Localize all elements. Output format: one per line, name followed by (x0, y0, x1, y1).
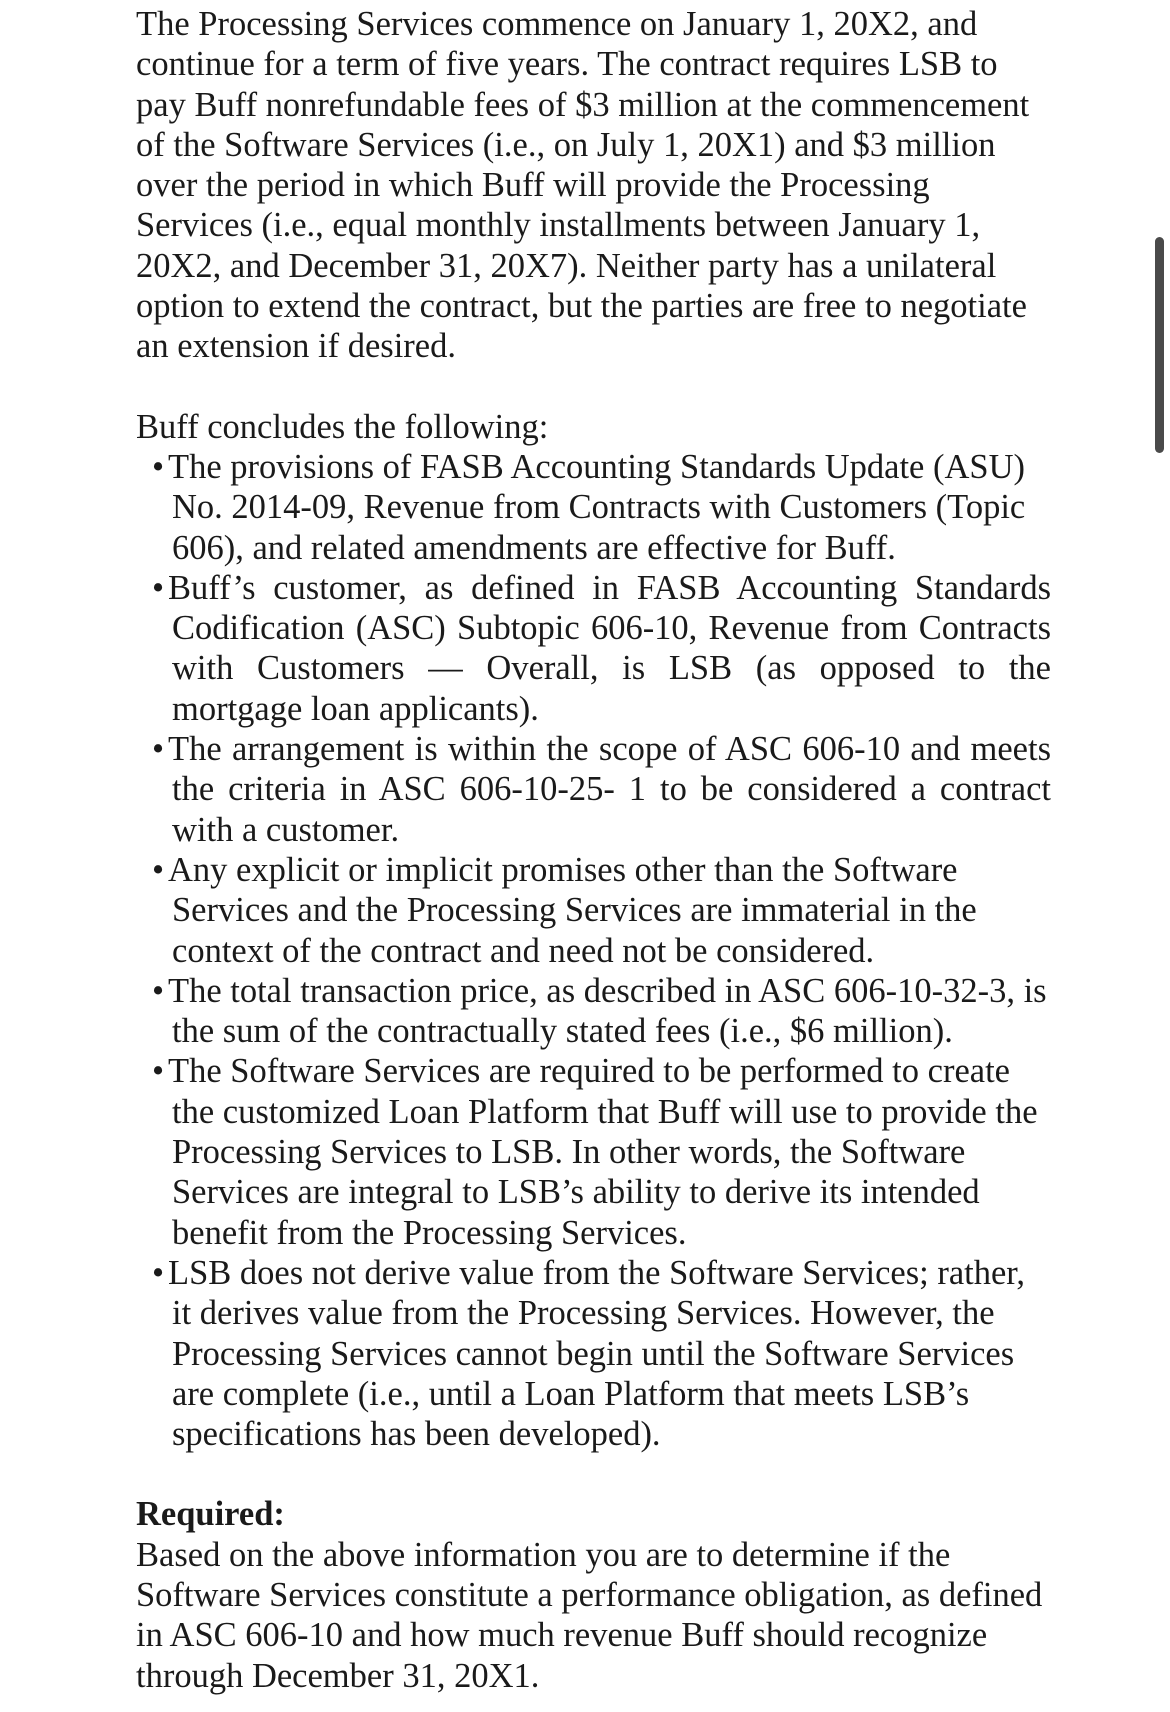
paragraph-spacer (136, 367, 1051, 407)
bullet-icon: • (152, 568, 165, 607)
list-item-text: LSB does not derive value from the Software Services; rather, it derives value from the Processing Services. However, the Processing Services cannot begin until the Software Services are complete (i.e., until a Loan Platform that meets LSB’s specifications has been developed). (168, 1253, 1026, 1454)
list-item (136, 1253, 1051, 1454)
bullet-icon: • (152, 447, 165, 486)
list-item (136, 850, 1051, 971)
list-item (136, 729, 1051, 850)
list-item-text: The provisions of FASB Accounting Standards Update (ASU) No. 2014-09, Revenue from Contracts with Customers (Topic 606), and related amendments are effective for Buff. (168, 447, 1026, 567)
conclusions-list (136, 447, 1051, 1454)
document-content (136, 4, 1051, 1696)
list-item (136, 971, 1051, 1052)
list-item-text: Any explicit or implicit promises other than the Software Services and the Processing Services are immaterial in the context of the contract and need not be considered. (168, 850, 977, 970)
list-item (136, 1051, 1051, 1252)
list-item (136, 568, 1051, 729)
list-item-text: The arrangement is within the scope of ASC 606-10 and meets the criteria in ASC 606-10-25- 1 to be considered a contract with a customer. (168, 730, 1051, 849)
bullet-icon: • (152, 1253, 165, 1292)
scrollbar-thumb[interactable] (1155, 237, 1164, 453)
list-item-text: The total transaction price, as described in ASC 606-10-32-3, is the sum of the contractually stated fees (i.e., $6 million). (168, 971, 1047, 1051)
bullet-icon: • (152, 850, 165, 889)
bullet-icon: • (152, 971, 165, 1010)
bullet-icon: • (152, 730, 165, 769)
bullet-icon: • (152, 1052, 165, 1091)
paragraph-spacer (136, 1454, 1051, 1494)
required-text: Based on the above information you are to determine if the Software Services constitute a performance obligation, as defined in ASC 606-10 and how much revenue Buff should recognize through December 31, 20X1. (136, 1535, 1043, 1695)
list-item-text: The Software Services are required to be performed to create the customized Loan Platform that Buff will use to provide the Processing Services to LSB. In other words, the Software Services are integral to LSB’s ability to derive its intended benefit from the Processing Services. (168, 1052, 1038, 1252)
required-heading: Required: (136, 1495, 285, 1534)
intro-paragraph: The Processing Services commence on January 1, 20X2, and continue for a term of five years. The contract requires LSB to pay Buff nonrefundable fees of $3 million at the commencement of the Software Services (i.e., on July 1, 20X1) and $3 million over the period in which Buff will provide the Processing Services (i.e., equal monthly installments between January 1, 20X2, and December 31, 20X7). Neither party has a unilateral option to extend the contract, but the parties are free to negotiate an extension if desired. (136, 5, 1030, 366)
conclusions-lead-in: Buff concludes the following: (136, 407, 549, 446)
list-item-text: Buff’s customer, as defined in FASB Accounting Standards Codification (ASC) Subtopic 606-10, Revenue from Contracts with Customers — Overall, is LSB (as opposed to the mortgage loan applicants). (168, 568, 1051, 728)
list-item (136, 447, 1051, 568)
